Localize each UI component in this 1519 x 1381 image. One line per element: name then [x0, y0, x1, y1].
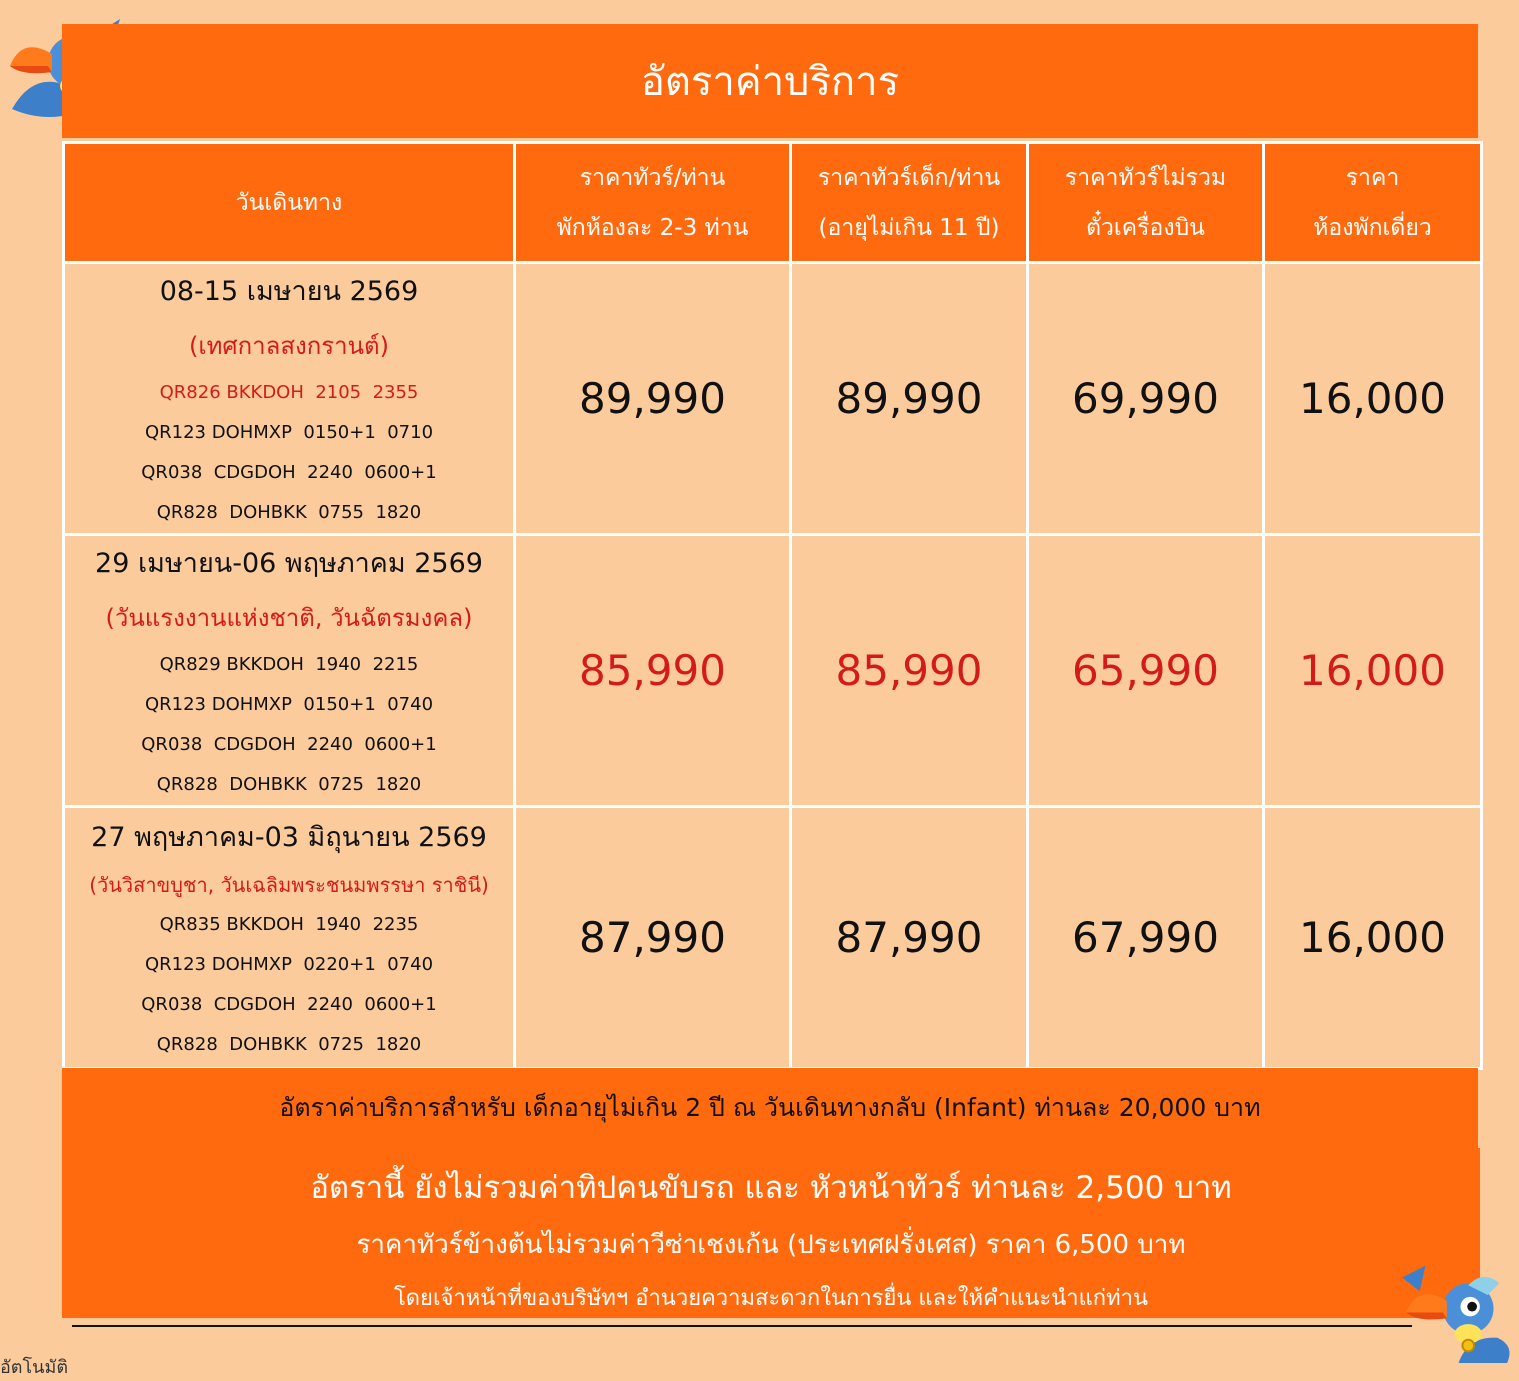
footer-text: อัตโนมัติ	[0, 1357, 69, 1378]
holiday-label: (วันวิสาขบูชา, วันเฉลิมพระชนมพรรษา ราชินี)	[89, 872, 489, 897]
travel-date: 29 เมษายน-06 พฤษภาคม 2569	[95, 547, 483, 579]
flight-line: QR835 BKKDOH 1940 2235	[159, 913, 419, 935]
table-header-row	[64, 143, 1482, 263]
holiday-label: (วันแรงงานแห่งชาติ, วันฉัตรมงคล)	[105, 603, 473, 632]
header-line: ราคาทัวร์ไม่รวม	[1064, 164, 1227, 191]
date-cell	[64, 807, 515, 1069]
flight-line: QR038 CDGDOH 2240 0600+1	[141, 993, 437, 1015]
infant-note-text: อัตราค่าบริการสำหรับ เด็กอายุไม่เกิน 2 ปี ณ วันเดินทางกลับ (Infant) ท่านละ 20,000 บาท	[279, 1093, 1261, 1122]
infant-note	[62, 1068, 1478, 1148]
flight-line: QR828 DOHBKK 0755 1820	[156, 501, 422, 523]
single-room-price: 16,000	[1264, 535, 1482, 807]
table-row	[64, 535, 1482, 807]
flight-line: QR123 DOHMXP 0150+1 0740	[144, 693, 434, 715]
table-row	[64, 807, 1482, 1069]
table-row	[64, 263, 1482, 535]
flight-line: QR826 BKKDOH 2105 2355	[159, 381, 419, 403]
flight-line: QR123 DOHMXP 0220+1 0740	[144, 953, 434, 975]
divider	[72, 1325, 1412, 1327]
date-cell	[64, 535, 515, 807]
header-line: ห้องพักเดี่ยว	[1313, 214, 1432, 241]
child-price: 89,990	[791, 263, 1028, 535]
note-service: โดยเจ้าหน้าที่ของบริษัทฯ อำนวยความสะดวกในการยื่น และให้คำแนะนำแก่ท่าน	[393, 1286, 1149, 1311]
page-title	[62, 24, 1478, 138]
toucan-mascot-icon	[1398, 1258, 1519, 1365]
holiday-label: (เทศกาลสงกรานต์)	[189, 331, 389, 360]
adult-price: 87,990	[515, 807, 791, 1069]
single-room-price: 16,000	[1264, 807, 1482, 1069]
notes-box	[62, 1148, 1480, 1318]
no-ticket-price: 65,990	[1028, 535, 1264, 807]
adult-price: 89,990	[515, 263, 791, 535]
note-visa: ราคาทัวร์ข้างต้นไม่รวมค่าวีซ่าเชงเก้น (ประเทศฝรั่งเศส) ราคา 6,500 บาท	[356, 1230, 1186, 1260]
date-cell	[64, 263, 515, 535]
header-line: วันเดินทาง	[235, 189, 343, 216]
adult-price: 85,990	[515, 535, 791, 807]
rates-table	[62, 141, 1483, 1070]
header-adult-price	[515, 143, 791, 263]
child-price: 85,990	[791, 535, 1028, 807]
flight-line: QR828 DOHBKK 0725 1820	[156, 773, 422, 795]
no-ticket-price: 67,990	[1028, 807, 1264, 1069]
child-price: 87,990	[791, 807, 1028, 1069]
header-line: ราคาทัวร์เด็ก/ท่าน	[817, 164, 1001, 191]
travel-date: 27 พฤษภาคม-03 มิถุนายน 2569	[91, 821, 487, 853]
header-line: (อายุไม่เกิน 11 ปี)	[818, 214, 1000, 241]
note-tip: อัตรานี้ ยังไม่รวมค่าทิปคนขับรถ และ หัวหน้าทัวร์ ท่านละ 2,500 บาท	[310, 1170, 1232, 1206]
header-line: ราคา	[1345, 164, 1400, 191]
header-line: ราคาทัวร์/ท่าน	[579, 164, 726, 191]
flight-line: QR828 DOHBKK 0725 1820	[156, 1033, 422, 1055]
flight-line: QR038 CDGDOH 2240 0600+1	[141, 733, 437, 755]
header-child-price	[791, 143, 1028, 263]
flight-line: QR123 DOHMXP 0150+1 0710	[144, 421, 434, 443]
flight-line: QR829 BKKDOH 1940 2215	[159, 653, 419, 675]
title-text: อัตราค่าบริการ	[640, 59, 900, 105]
single-room-price: 16,000	[1264, 263, 1482, 535]
header-travel-date	[64, 143, 515, 263]
header-single-room	[1264, 143, 1482, 263]
flight-line: QR038 CDGDOH 2240 0600+1	[141, 461, 437, 483]
header-no-ticket-price	[1028, 143, 1264, 263]
header-line: ตั๋วเครื่องบิน	[1086, 214, 1205, 241]
travel-date: 08-15 เมษายน 2569	[159, 275, 419, 307]
no-ticket-price: 69,990	[1028, 263, 1264, 535]
header-line: พักห้องละ 2-3 ท่าน	[556, 214, 749, 241]
